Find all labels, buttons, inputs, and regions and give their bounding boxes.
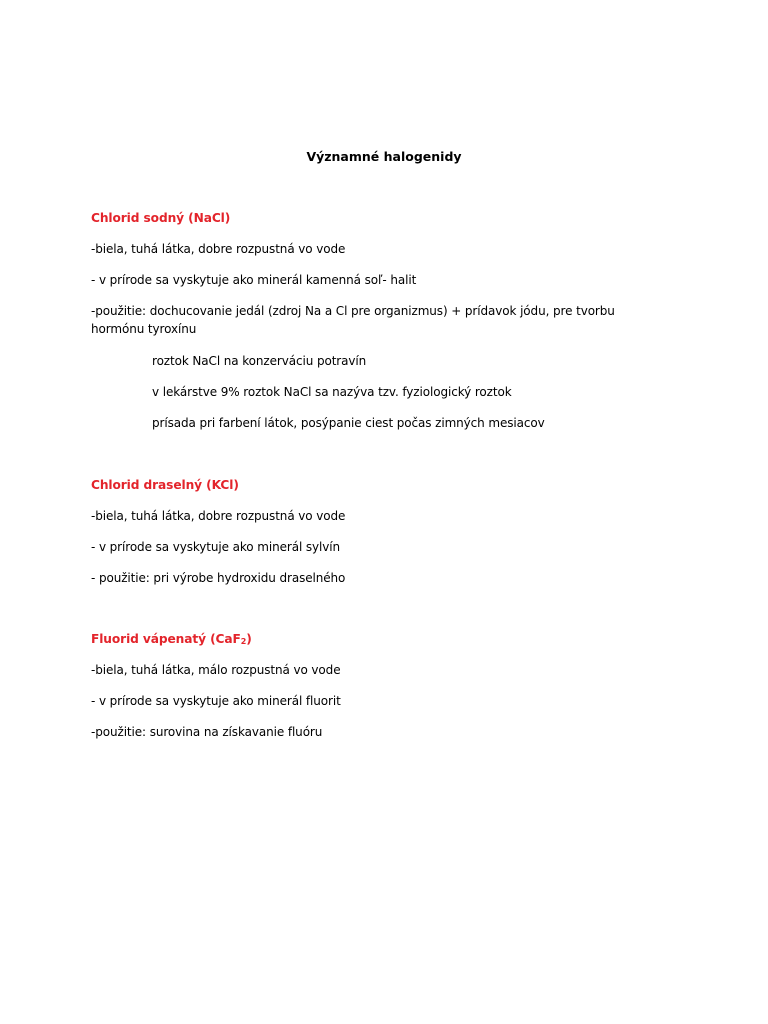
heading-subscript: 2 [240, 637, 247, 646]
indented-line: roztok NaCl na konzerváciu potravín [152, 354, 367, 368]
indented-line: prísada pri farbení látok, posýpanie ciest počas zimných mesiacov [152, 416, 545, 430]
text-line: -biela, tuhá látka, dobre rozpustná vo vode [91, 242, 346, 256]
text-line: - v prírode sa vyskytuje ako minerál fluorit [91, 694, 341, 708]
text-line: -biela, tuhá látka, málo rozpustná vo vode [91, 663, 341, 677]
indented-line: v lekárstve 9% roztok NaCl sa nazýva tzv. fyziologický roztok [152, 385, 512, 399]
section-heading-caf2 [91, 630, 252, 648]
text-line: -použitie: dochucovanie jedál (zdroj Na a Cl pre organizmus) + prídavok jódu, pre tvorbu hormónu tyroxínu [91, 304, 615, 336]
heading-text-end: ) [246, 632, 252, 646]
text-line: - použitie: pri výrobe hydroxidu draselného [91, 571, 346, 585]
section-heading-nacl [91, 209, 230, 227]
text-line: -použitie: surovina na získavanie fluóru [91, 725, 323, 739]
heading-text: Fluorid vápenatý (CaF [91, 632, 241, 646]
text-line: - v prírode sa vyskytuje ako minerál kamenná soľ- halit [91, 273, 417, 287]
text-line: -biela, tuhá látka, dobre rozpustná vo vode [91, 509, 346, 523]
heading-text: Chlorid draselný (KCl) [91, 478, 239, 492]
section-heading-kcl [91, 476, 239, 494]
heading-text: Chlorid sodný (NaCl) [91, 211, 231, 225]
text-line: - v prírode sa vyskytuje ako minerál sylvín [91, 540, 341, 554]
page-title: Významné halogenidy [306, 149, 462, 164]
